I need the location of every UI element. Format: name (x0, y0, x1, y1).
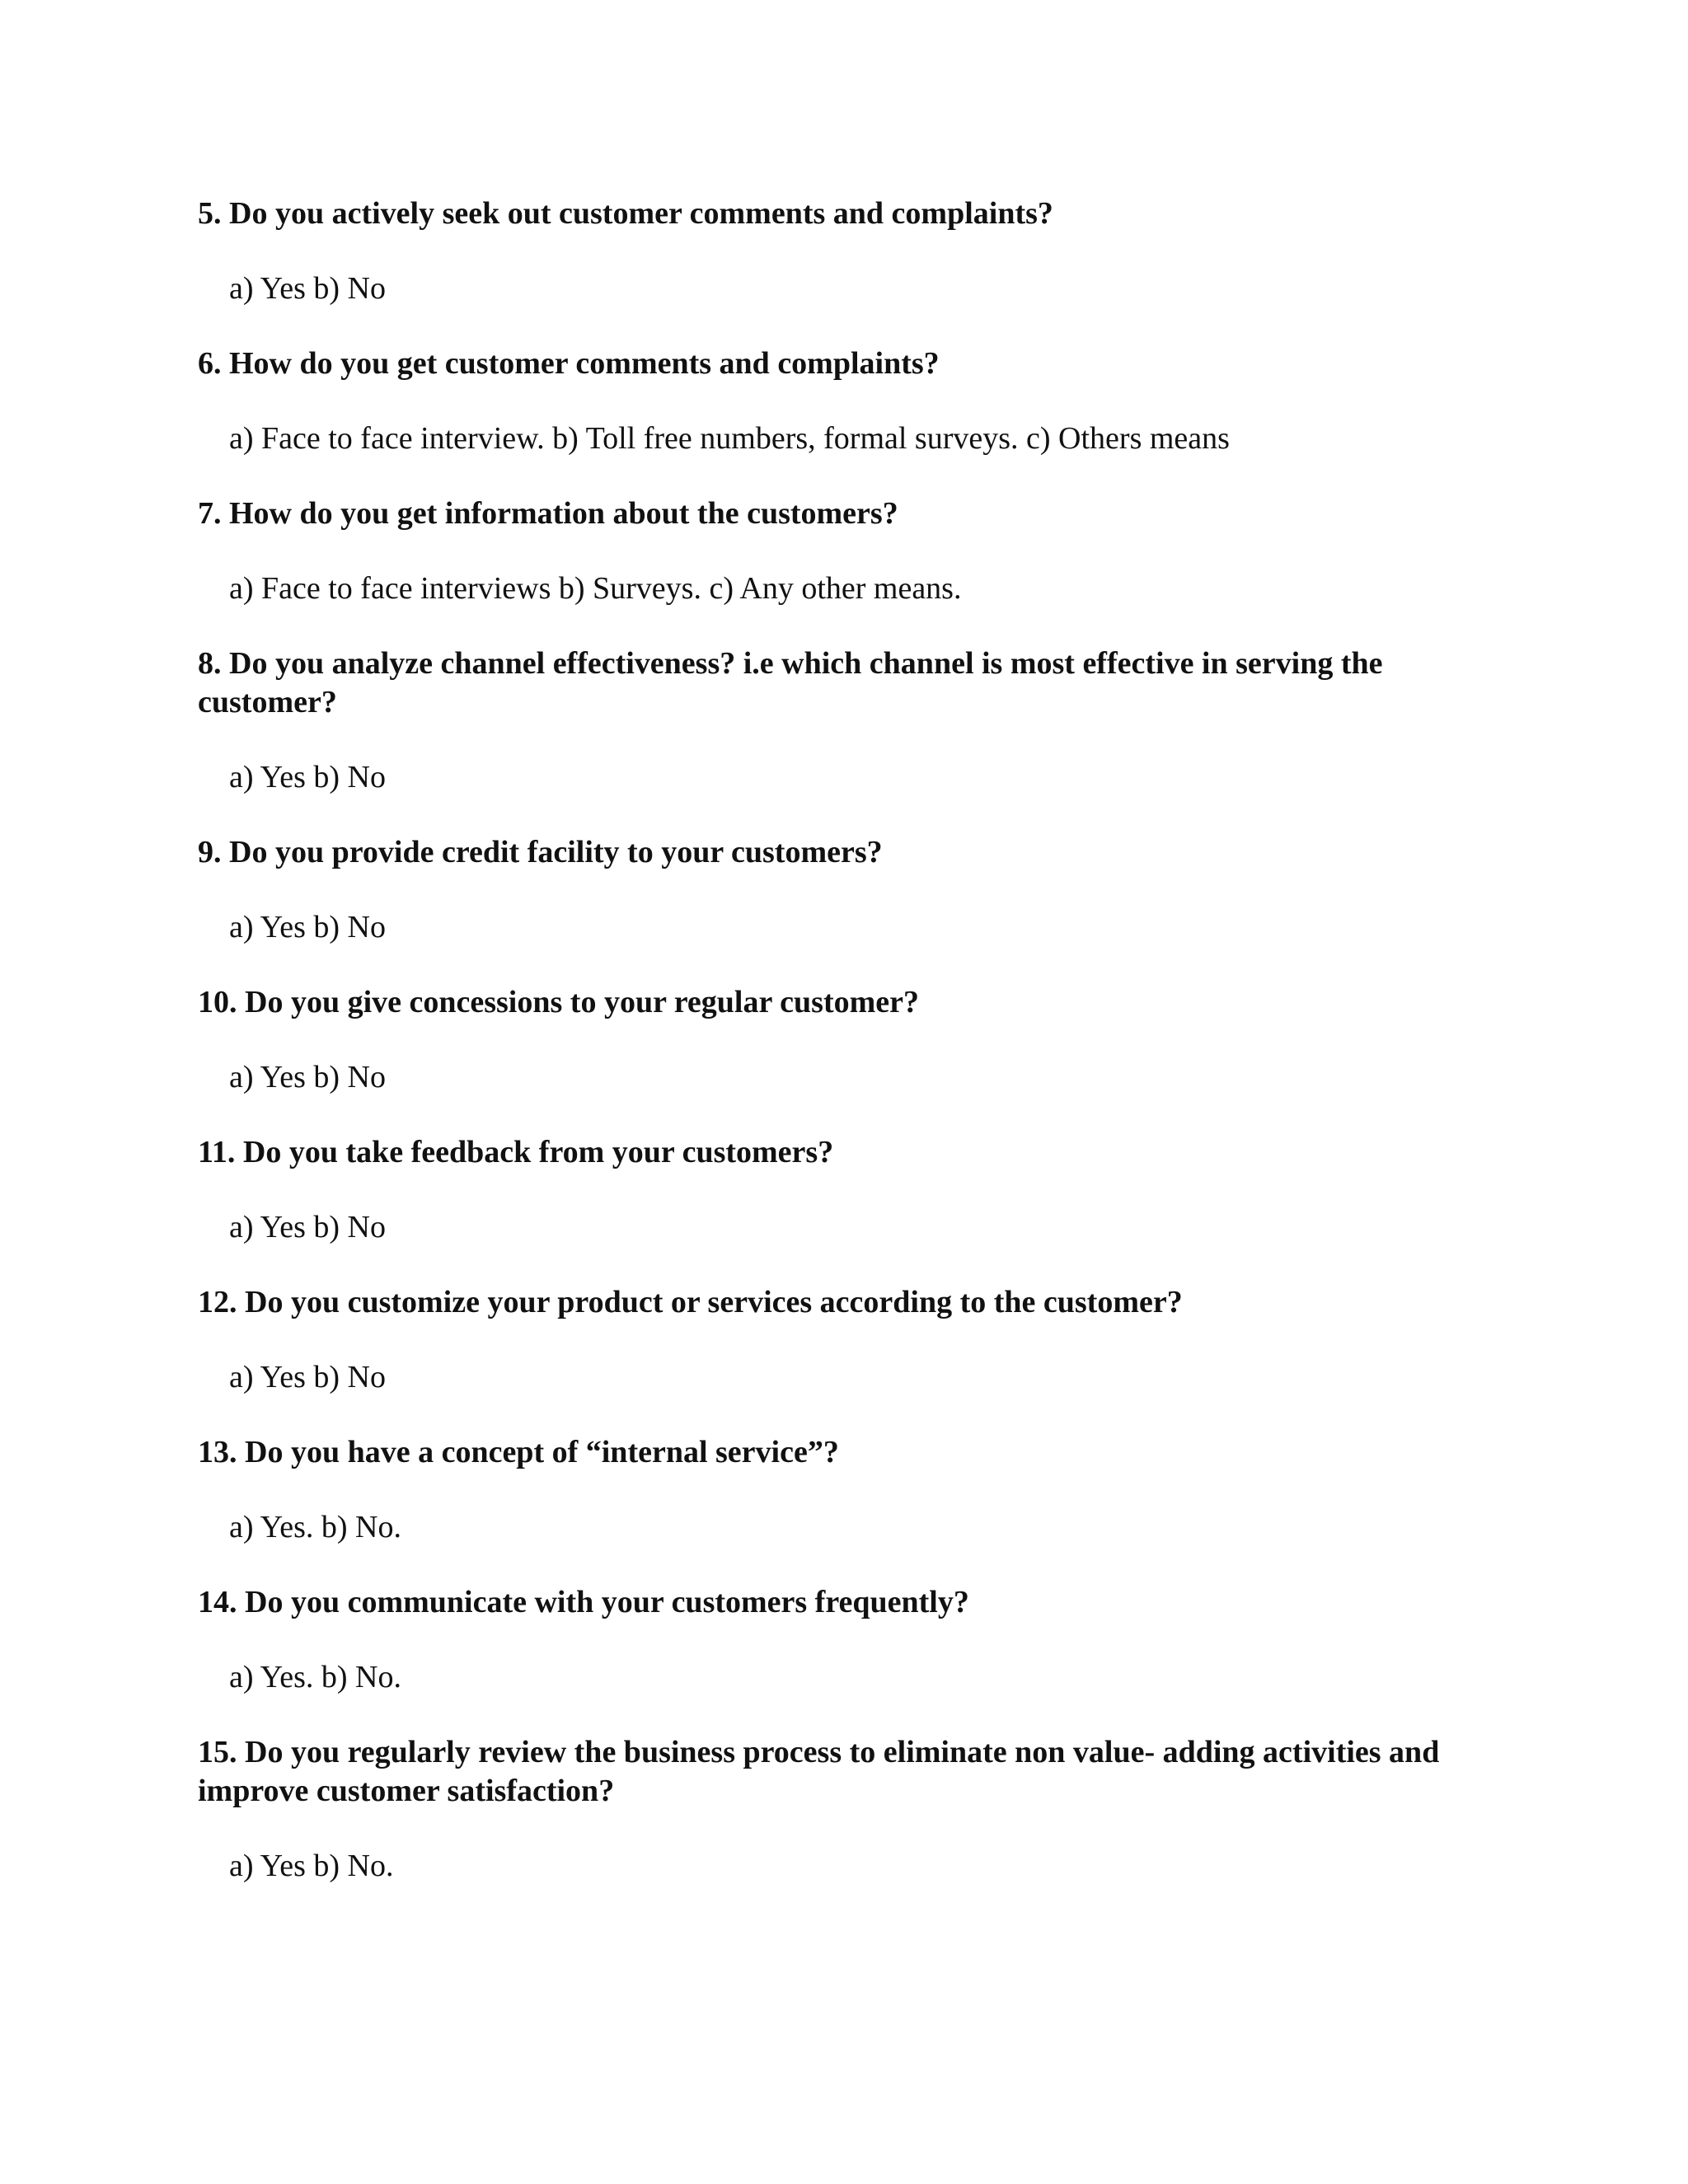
question-block (198, 194, 1484, 308)
answer-options: a) Yes b) No (229, 1210, 386, 1244)
answer-options: a) Face to face interview. b) Toll free numbers, formal surveys. c) Others means (229, 421, 1230, 456)
answer-options: a) Yes b) No. (229, 1849, 394, 1883)
answer-options: a) Yes b) No (229, 271, 386, 306)
answer-options: a) Yes b) No (229, 760, 386, 794)
question-block (198, 1433, 1484, 1547)
question-text: 8. Do you analyze channel effectiveness? i.e which channel is most effective in serving the customer? (198, 646, 1383, 719)
question-block (198, 644, 1484, 797)
answer-options: a) Yes b) No (229, 1060, 386, 1094)
question-text: 5. Do you actively seek out customer comments and complaints? (198, 196, 1053, 231)
answer-options: a) Face to face interviews b) Surveys. c) Any other means. (229, 571, 962, 606)
question-block (198, 494, 1484, 608)
question-block (198, 344, 1484, 458)
question-text: 13. Do you have a concept of “internal service”? (198, 1435, 839, 1469)
question-block (198, 833, 1484, 947)
question-text: 15. Do you regularly review the business process to eliminate non value- adding activities and improve customer satisfaction? (198, 1735, 1440, 1808)
question-text: 11. Do you take feedback from your customers? (198, 1135, 834, 1169)
question-block (198, 983, 1484, 1097)
question-text: 6. How do you get customer comments and complaints? (198, 346, 940, 381)
answer-options: a) Yes. b) No. (229, 1510, 401, 1544)
question-text: 10. Do you give concessions to your regular customer? (198, 985, 920, 1019)
answer-options: a) Yes b) No (229, 1360, 386, 1394)
question-text: 12. Do you customize your product or services according to the customer? (198, 1285, 1183, 1319)
question-text: 7. How do you get information about the customers? (198, 496, 898, 531)
question-block (198, 1283, 1484, 1397)
question-block (198, 1733, 1484, 1886)
answer-options: a) Yes. b) No. (229, 1660, 401, 1694)
answer-options: a) Yes b) No (229, 910, 386, 944)
question-text: 9. Do you provide credit facility to your customers? (198, 835, 883, 869)
question-text: 14. Do you communicate with your customers frequently? (198, 1585, 969, 1619)
question-block (198, 1133, 1484, 1247)
question-block (198, 1583, 1484, 1697)
document-page (198, 194, 1484, 1886)
